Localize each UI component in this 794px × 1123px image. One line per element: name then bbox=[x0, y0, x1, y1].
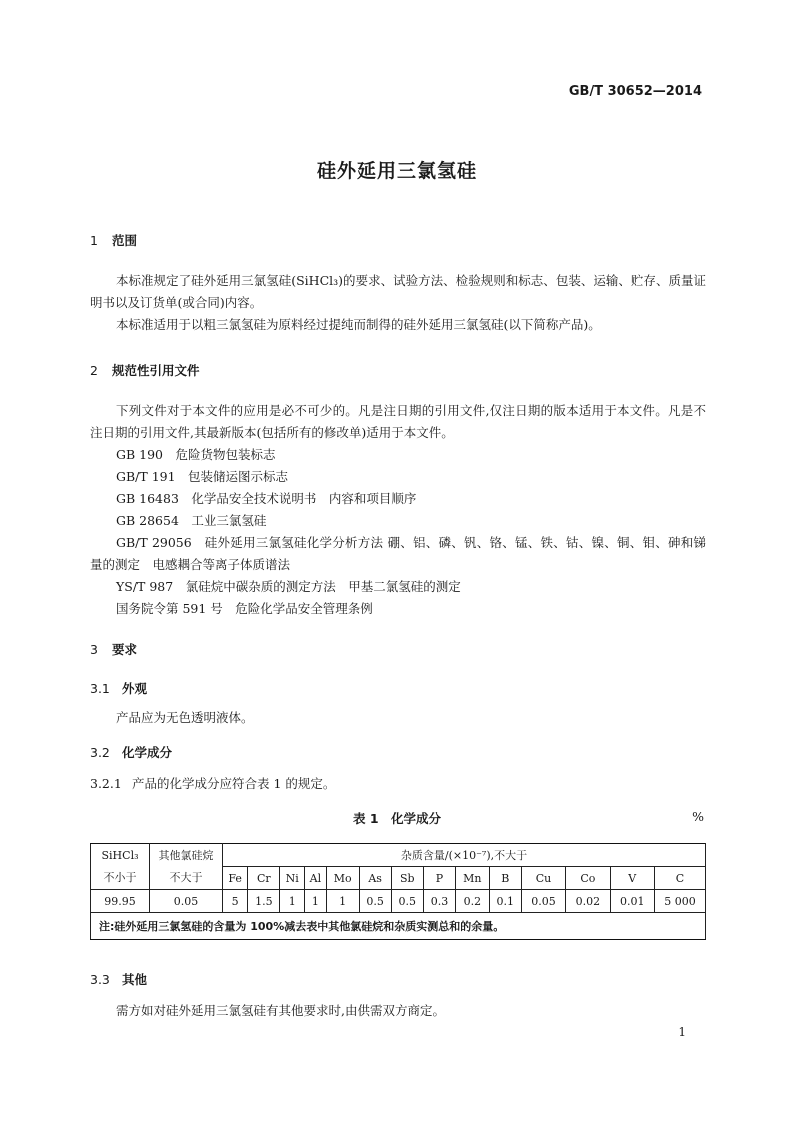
table-cell-value: 1.5 bbox=[248, 890, 280, 913]
section-3-1-title: 外观 bbox=[122, 681, 148, 696]
table-header-sihcl3-line1: SiHCl₃ bbox=[101, 848, 139, 862]
table-cell-value: 0.1 bbox=[489, 890, 521, 913]
table-cell-value: 0.2 bbox=[456, 890, 490, 913]
section-3-heading bbox=[90, 640, 137, 658]
table-cell-value: 0.05 bbox=[521, 890, 565, 913]
section-3-2-title: 化学成分 bbox=[122, 745, 173, 760]
section-1-paragraph-2: 本标准适用于以粗三氯氢硅为原料经过提纯而制得的硅外延用三氯氢硅(以下简称产品)。 bbox=[116, 317, 601, 332]
section-2-heading bbox=[90, 361, 200, 379]
table-row bbox=[91, 890, 706, 913]
table-element-header: Co bbox=[566, 867, 610, 890]
section-3-2-heading bbox=[90, 743, 172, 761]
section-3-3-text: 需方如对硅外延用三氯氢硅有其他要求时,由供需双方商定。 bbox=[116, 1003, 445, 1018]
chemical-composition-table bbox=[90, 843, 706, 940]
table-cell-value: 0.02 bbox=[566, 890, 610, 913]
table-cell-value: 5 000 bbox=[655, 890, 706, 913]
standard-number: GB/T 30652—2014 bbox=[568, 84, 702, 99]
table-header-other-chlorosilanes bbox=[150, 844, 223, 890]
table-element-header: Mo bbox=[326, 867, 359, 890]
section-3-2-1-number: 3.2.1 bbox=[90, 776, 122, 791]
section-3-3-heading bbox=[90, 970, 147, 988]
section-3-2-1-line bbox=[90, 774, 335, 792]
table-element-header: Mn bbox=[456, 867, 490, 890]
section-3-title: 要求 bbox=[112, 642, 138, 657]
section-1-number: 1 bbox=[90, 233, 98, 248]
section-2-number: 2 bbox=[90, 363, 98, 378]
table-cell-value: 0.5 bbox=[391, 890, 423, 913]
table-element-header: Cr bbox=[248, 867, 280, 890]
table-header-other-line2: 不大于 bbox=[169, 870, 203, 884]
table-note: 注:硅外延用三氯氢硅的含量为 100%减去表中其他氯硅烷和杂质实测总和的余量。 bbox=[91, 913, 706, 940]
document-title: 硅外延用三氯氢硅 bbox=[316, 160, 477, 182]
table-element-header: P bbox=[423, 867, 455, 890]
section-1-title: 范围 bbox=[112, 233, 138, 248]
table-cell-value: 1 bbox=[280, 890, 305, 913]
table-cell-other: 0.05 bbox=[150, 890, 223, 913]
table-cell-value: 1 bbox=[326, 890, 359, 913]
reference-item: GB/T 29056 硅外延用三氯氢硅化学分析方法 硼、铝、磷、钒、铬、锰、铁、钴、镍、铜、钼、砷和锑量的测定 电感耦合等离子体质谱法 bbox=[90, 535, 706, 572]
table-element-header: As bbox=[359, 867, 391, 890]
section-3-2-number: 3.2 bbox=[90, 745, 110, 760]
table-element-header: B bbox=[489, 867, 521, 890]
section-2-title: 规范性引用文件 bbox=[112, 363, 200, 378]
table-cell-value: 0.3 bbox=[423, 890, 455, 913]
section-3-3-title: 其他 bbox=[122, 972, 148, 987]
table-cell-value: 0.01 bbox=[610, 890, 654, 913]
section-3-2-1-text: 产品的化学成分应符合表 1 的规定。 bbox=[132, 776, 336, 791]
table-element-header: C bbox=[655, 867, 706, 890]
section-3-1-heading bbox=[90, 679, 147, 697]
section-3-1-text: 产品应为无色透明液体。 bbox=[116, 710, 254, 725]
table-element-header: Al bbox=[305, 867, 327, 890]
table-unit: % bbox=[692, 809, 704, 824]
table-caption: 表 1 化学成分 bbox=[352, 811, 442, 826]
reference-item: GB 28654 工业三氯氢硅 bbox=[116, 513, 267, 528]
reference-item: GB/T 191 包装储运图示标志 bbox=[116, 469, 289, 484]
table-element-header: Sb bbox=[391, 867, 423, 890]
table-header-sihcl3 bbox=[91, 844, 150, 890]
reference-item: GB 190 危险货物包装标志 bbox=[116, 447, 276, 462]
page-number: 1 bbox=[678, 1025, 686, 1039]
table-element-header: Cu bbox=[521, 867, 565, 890]
table-cell-value: 1 bbox=[305, 890, 327, 913]
table-header-other-line1: 其他氯硅烷 bbox=[158, 848, 214, 862]
table-element-header: V bbox=[610, 867, 654, 890]
table-element-header: Ni bbox=[280, 867, 305, 890]
reference-item: YS/T 987 氯硅烷中碳杂质的测定方法 甲基二氯氢硅的测定 bbox=[116, 579, 461, 594]
table-header-impurity: 杂质含量/(×10⁻⁷),不大于 bbox=[223, 844, 706, 867]
reference-item: GB 16483 化学品安全技术说明书 内容和项目顺序 bbox=[116, 491, 417, 506]
table-cell-value: 5 bbox=[223, 890, 248, 913]
section-3-1-number: 3.1 bbox=[90, 681, 110, 696]
table-header-sihcl3-line2: 不小于 bbox=[103, 870, 137, 884]
section-1-heading bbox=[90, 231, 137, 249]
table-element-header: Fe bbox=[223, 867, 248, 890]
section-1-paragraph-1: 本标准规定了硅外延用三氯氢硅(SiHCl₃)的要求、试验方法、检验规则和标志、包装、运输、贮存、质量证明书以及订货单(或合同)内容。 bbox=[90, 273, 706, 310]
section-3-number: 3 bbox=[90, 642, 98, 657]
section-2-intro: 下列文件对于本文件的应用是必不可少的。凡是注日期的引用文件,仅注日期的版本适用于本文件。凡是不注日期的引用文件,其最新版本(包括所有的修改单)适用于本文件。 bbox=[90, 403, 706, 440]
table-cell-value: 0.5 bbox=[359, 890, 391, 913]
table-cell-sihcl3: 99.95 bbox=[91, 890, 150, 913]
reference-item: 国务院令第 591 号 危险化学品安全管理条例 bbox=[116, 601, 373, 616]
section-3-3-number: 3.3 bbox=[90, 972, 110, 987]
